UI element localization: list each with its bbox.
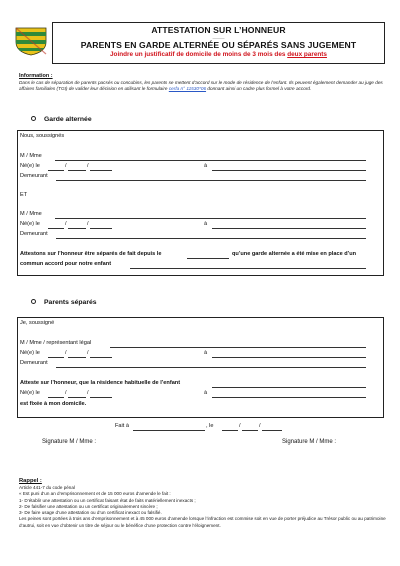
ne-le-label: Né(e) le xyxy=(20,163,40,169)
rappel-line: 1- D’établir une attestation ou un certificat faisant état de faits matériellement inexacts ; xyxy=(19,497,196,503)
subtitle-main: Joindre un justificatif de domicile de moins de 3 mois des xyxy=(110,51,288,58)
date-separator: / xyxy=(87,350,89,356)
declarant-birth-year-field[interactable] xyxy=(90,357,112,358)
attestation-statement-line2: commun accord pour notre enfant xyxy=(20,261,112,267)
date-separator: / xyxy=(87,390,89,396)
date-separator: / xyxy=(65,390,67,396)
signature-place-field[interactable] xyxy=(133,430,205,431)
declarant-birth-day-field[interactable] xyxy=(48,357,64,358)
information-text xyxy=(19,80,386,93)
child-name-field[interactable] xyxy=(212,387,366,388)
subtitle xyxy=(53,51,384,58)
declarant-birthplace-field[interactable] xyxy=(212,357,366,358)
attestation-statement-part2: qu’une garde alternée a été mise en place d’un xyxy=(232,251,357,257)
title-separator: ——— xyxy=(212,35,225,40)
child-birth-year-field[interactable] xyxy=(90,397,112,398)
circle-bullet-icon xyxy=(31,116,36,121)
information-text-before: Dans le cas de séparation de parents pacsés ou concubins, les parents se mettent d’accord sur le mode de résidence de l’enfant. Ils peuvent également demander au juge des affaires familiales (TGI) de valider leur décision en utilisant le formulaire xyxy=(19,80,383,92)
parent1-name-field[interactable] xyxy=(55,160,366,161)
nous-soussignes-label: Nous, soussignés xyxy=(20,133,65,139)
signature-year-field[interactable] xyxy=(262,430,282,431)
rappel-text xyxy=(19,485,386,529)
child-name-field[interactable] xyxy=(130,268,366,269)
section-title-parents-separes xyxy=(31,299,97,306)
title-line1: ATTESTATION SUR L’HONNEUR xyxy=(151,25,286,35)
section-title-text: Garde alternée xyxy=(44,116,92,123)
demeurant-label: Demeurant xyxy=(20,173,48,179)
parent1-birth-year-field[interactable] xyxy=(90,170,112,171)
signature-day-field[interactable] xyxy=(222,430,238,431)
date-separator: / xyxy=(65,350,67,356)
ne-le-label: Né(e) le xyxy=(20,221,40,227)
rappel-line: 3- De faire usage d’une attestation ou d’un certificat inexact ou falsifié. xyxy=(19,510,162,516)
rappel-line: Les peines sont portées à trois ans d’emprisonnement et à 45 000 euros d’amende lorsque l’infraction est commise soit en vue de porter préjudice au Trésor public ou au patrimoine d’autrui, soit en vue d’obtenir un titre de séjour ou le bénéfice d’une protection contre l’éloignement. xyxy=(19,516,386,528)
birthplace-label: à xyxy=(204,390,208,396)
parent2-address-field[interactable] xyxy=(56,238,366,239)
attestation-statement-part1: Attestons sur l’honneur être séparés de fait depuis le xyxy=(20,251,162,257)
mm-label: M / Mme xyxy=(20,153,42,159)
child-birth-day-field[interactable] xyxy=(48,397,64,398)
je-soussigne-label: Je, soussigné xyxy=(20,320,55,326)
birthplace-label: à xyxy=(204,163,208,169)
section-title-text: Parents séparés xyxy=(44,299,97,306)
coat-of-arms-icon xyxy=(14,26,48,56)
date-separator: / xyxy=(259,423,261,429)
rappel-heading: Rappel : xyxy=(19,478,42,484)
signature-month-field[interactable] xyxy=(242,430,258,431)
child-birth-month-field[interactable] xyxy=(68,397,86,398)
parent2-birth-month-field[interactable] xyxy=(68,228,86,229)
information-heading: Information : xyxy=(19,73,53,79)
section-title-garde-alternee xyxy=(31,116,92,123)
parent1-birth-day-field[interactable] xyxy=(48,170,64,171)
rappel-line: 2- De falsifier une attestation ou un certificat originairement sincère ; xyxy=(19,503,158,509)
date-separator: / xyxy=(65,163,67,169)
parent2-birth-year-field[interactable] xyxy=(90,228,112,229)
title-box xyxy=(52,22,385,64)
parent1-address-field[interactable] xyxy=(56,180,366,181)
ne-le-label: Né(e) le xyxy=(20,390,40,396)
date-separator: / xyxy=(87,221,89,227)
mm-representant-label: M / Mme / représentant légal xyxy=(20,340,92,346)
birthplace-label: à xyxy=(204,350,208,356)
cerfa-link[interactable]: cerfa n° 11530*06 xyxy=(168,86,207,92)
rappel-line: Article 441-7 du code pénal xyxy=(19,485,75,490)
date-separator: / xyxy=(87,163,89,169)
parent2-birth-day-field[interactable] xyxy=(48,228,64,229)
subtitle-underlined: deux parents xyxy=(287,51,327,58)
rappel-line: « Est puni d’un an d’emprisonnement et de 15 000 euros d’amende le fait : xyxy=(19,491,171,497)
atteste-statement: Atteste sur l’honneur, que la résidence habituelle de l’enfant xyxy=(20,380,181,386)
parent1-birthplace-field[interactable] xyxy=(212,170,366,171)
title-line2: PARENTS EN GARDE ALTERNÉE OU SÉPARÉS SANS JUGEMENT xyxy=(80,40,357,50)
fixee-statement: est fixée à mon domicile. xyxy=(20,401,87,407)
parent1-birth-month-field[interactable] xyxy=(68,170,86,171)
separation-date-field[interactable] xyxy=(187,258,229,259)
mm-label: M / Mme xyxy=(20,211,42,217)
parent2-name-field[interactable] xyxy=(55,218,366,219)
information-text-after: donnant ainsi un cadre plus formel à votre accord. xyxy=(206,86,312,92)
fait-a-label: Fait à xyxy=(115,423,129,429)
le-label: , le xyxy=(206,423,214,429)
date-separator: / xyxy=(65,221,67,227)
ne-le-label: Né(e) le xyxy=(20,350,40,356)
circle-bullet-icon xyxy=(31,299,36,304)
demeurant-label: Demeurant xyxy=(20,231,48,237)
birthplace-label: à xyxy=(204,221,208,227)
declarant-address-field[interactable] xyxy=(56,367,366,368)
declarant-name-field[interactable] xyxy=(110,347,366,348)
et-label: ET xyxy=(20,192,28,198)
demeurant-label: Demeurant xyxy=(20,360,48,366)
child-birthplace-field[interactable] xyxy=(212,397,366,398)
date-separator: / xyxy=(239,423,241,429)
signature-right-label: Signature M / Mme : xyxy=(282,439,337,445)
parent2-birthplace-field[interactable] xyxy=(212,228,366,229)
declarant-birth-month-field[interactable] xyxy=(68,357,86,358)
signature-left-label: Signature M / Mme : xyxy=(42,439,97,445)
